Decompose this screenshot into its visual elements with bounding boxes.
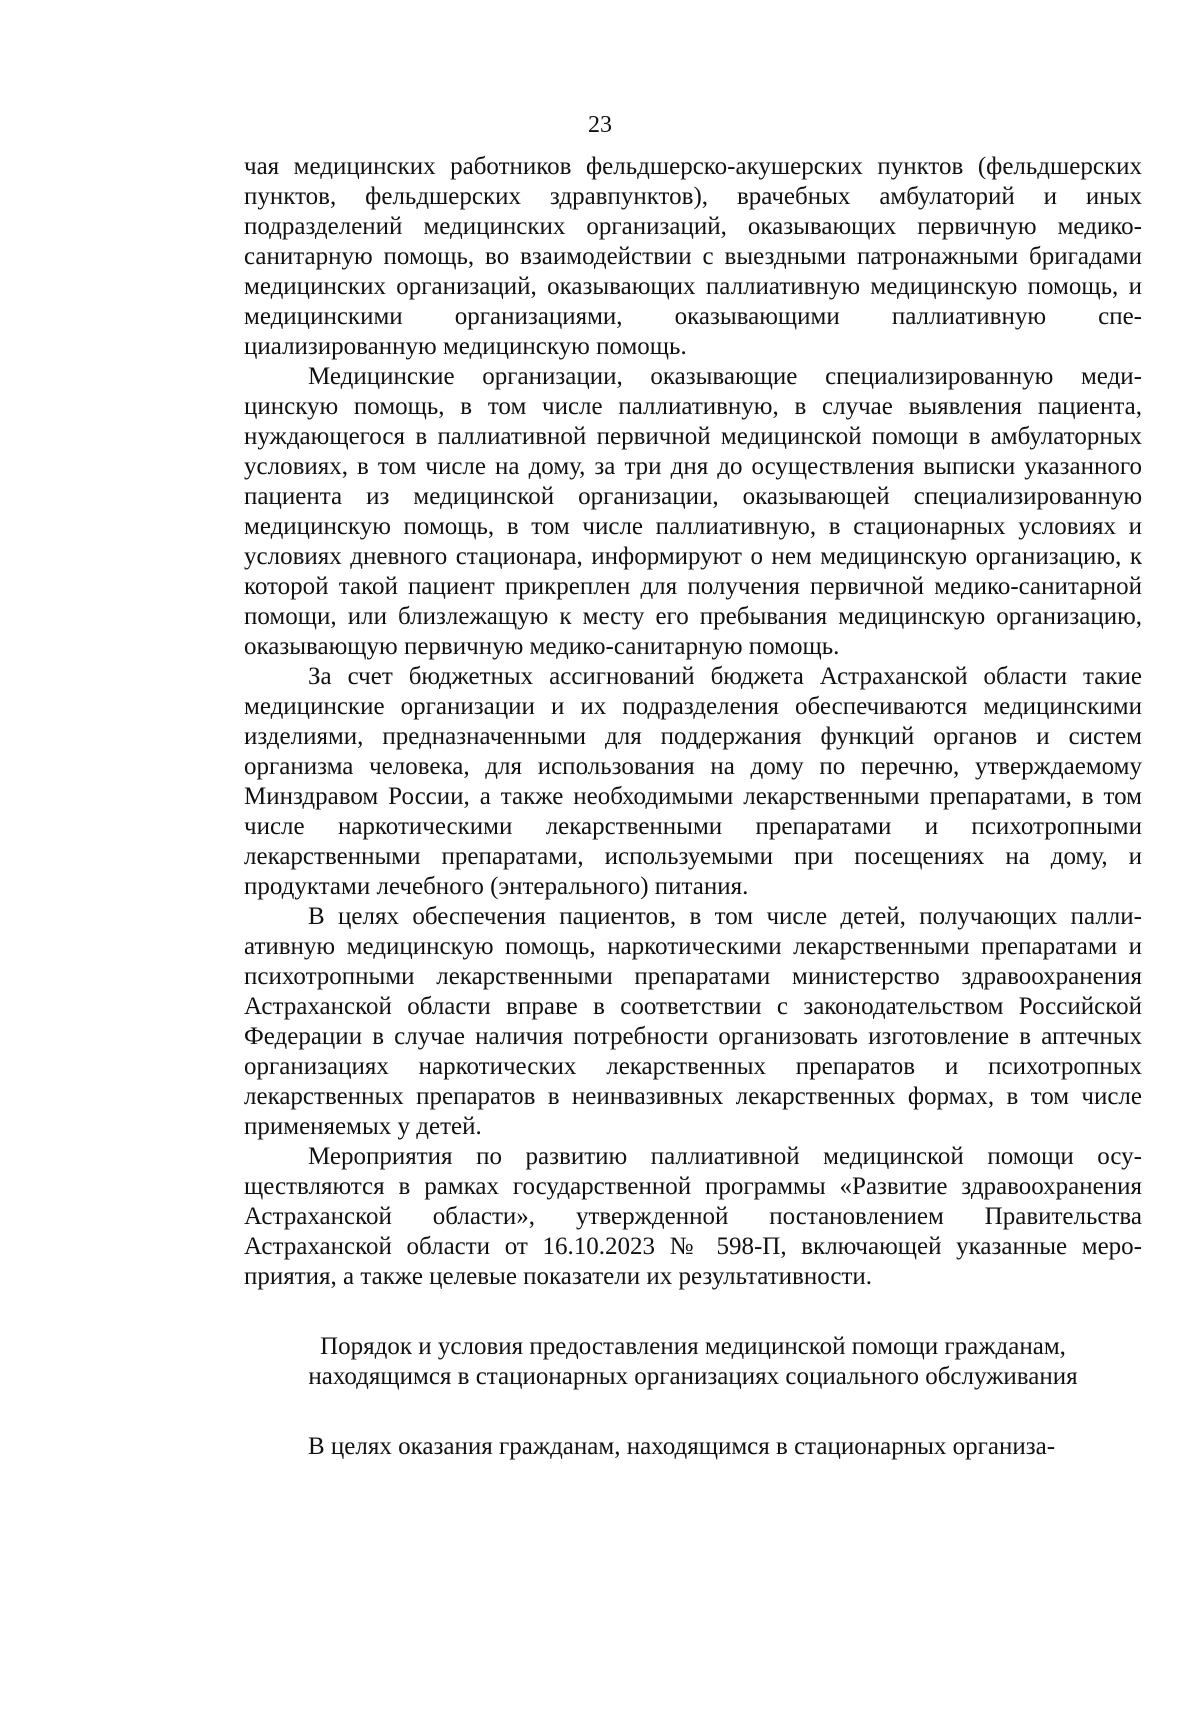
- paragraph-specialized-organizations: Медицинские организации, оказывающие специализированную медицинскую помощь, в том числе паллиативную, в случае выявления пациента, нуждающегося в паллиативной первичной медицинской помощи в амбулаторных условиях, в том числе на дому, за три дня до осуществления выписки указанного пациента из медицинской организации, оказывающей специализированную медицинскую помощь, в том числе паллиативную, в стационарных условиях и условиях дневного стационара, информируют о нем медицинскую организацию, к которой такой пациент прикреплен для получения первичной медико-санитарной помощи, или близлежащую к месту его пребывания медицинскую организацию, оказывающую первичную медико-санитарную помощь.: [244, 363, 1142, 660]
- paragraph-state-program: Мероприятия по развитию паллиативной медицинской помощи осуществляются в рамках государственной программы «Развитие здравоохранения Астраханской области», утвержденной постановлением Правительства Астраханской области от 16.10.2023 № 598-П, включающей указанные мероприятия, а также целевые показатели их результативности.: [244, 1143, 1142, 1290]
- paragraph-narcotic-drugs: В целях обеспечения пациентов, в том числе детей, получающих паллиативную медицинскую помощь, наркотическими лекарственными препаратами и психотропными лекарственными препаратами министерство здравоохранения Астраханской области вправе в соответствии с законодательством Российской Федерации в случае наличия потребности организовать изготовление в аптечных организациях наркотических лекарственных препаратов и психотропных лекарственных препаратов в неинвазивных лекарственных формах, в том числе применяемых у детей.: [244, 903, 1142, 1140]
- paragraph-section-start: В целях оказания гражданам, находящимся в стационарных организа-: [308, 1433, 1056, 1460]
- section-heading-line-2: находящимся в стационарных организациях социального обслуживания: [308, 1363, 1078, 1390]
- page-number: 23: [588, 112, 612, 138]
- paragraph-continuation: чая медицинских работников фельдшерско-акушерских пунктов (фельдшерских пунктов, фельдшерских здравпунктов), врачебных амбулаторий и иных подразделений медицинских организаций, оказывающих первичную медико-санитарную помощь, во взаимодействии с выездными патронажными бригадами медицинских организаций, оказывающих паллиативную медицинскую помощь, и медицинскими организациями, оказывающими паллиативную специализированную медицинскую помощь.: [244, 153, 1142, 360]
- document-body: [244, 152, 1142, 1462]
- paragraph-budget-funding: За счет бюджетных ассигнований бюджета Астраханской области такие медицинские организации и их подразделения обеспечиваются медицинскими изделиями, предназначенными для поддержания функций органов и систем организма человека, для использования на дому по перечню, утверждаемому Минздравом России, а также необходимыми лекарственными препаратами, в том числе наркотическими лекарственными препаратами и психотропными лекарственными препаратами, используемыми при посещениях на дому, и продуктами лечебного (энтерального) питания.: [244, 663, 1142, 900]
- section-heading-line-1: Порядок и условия предоставления медицинской помощи гражданам,: [320, 1333, 1066, 1360]
- section-heading: [244, 1332, 1142, 1392]
